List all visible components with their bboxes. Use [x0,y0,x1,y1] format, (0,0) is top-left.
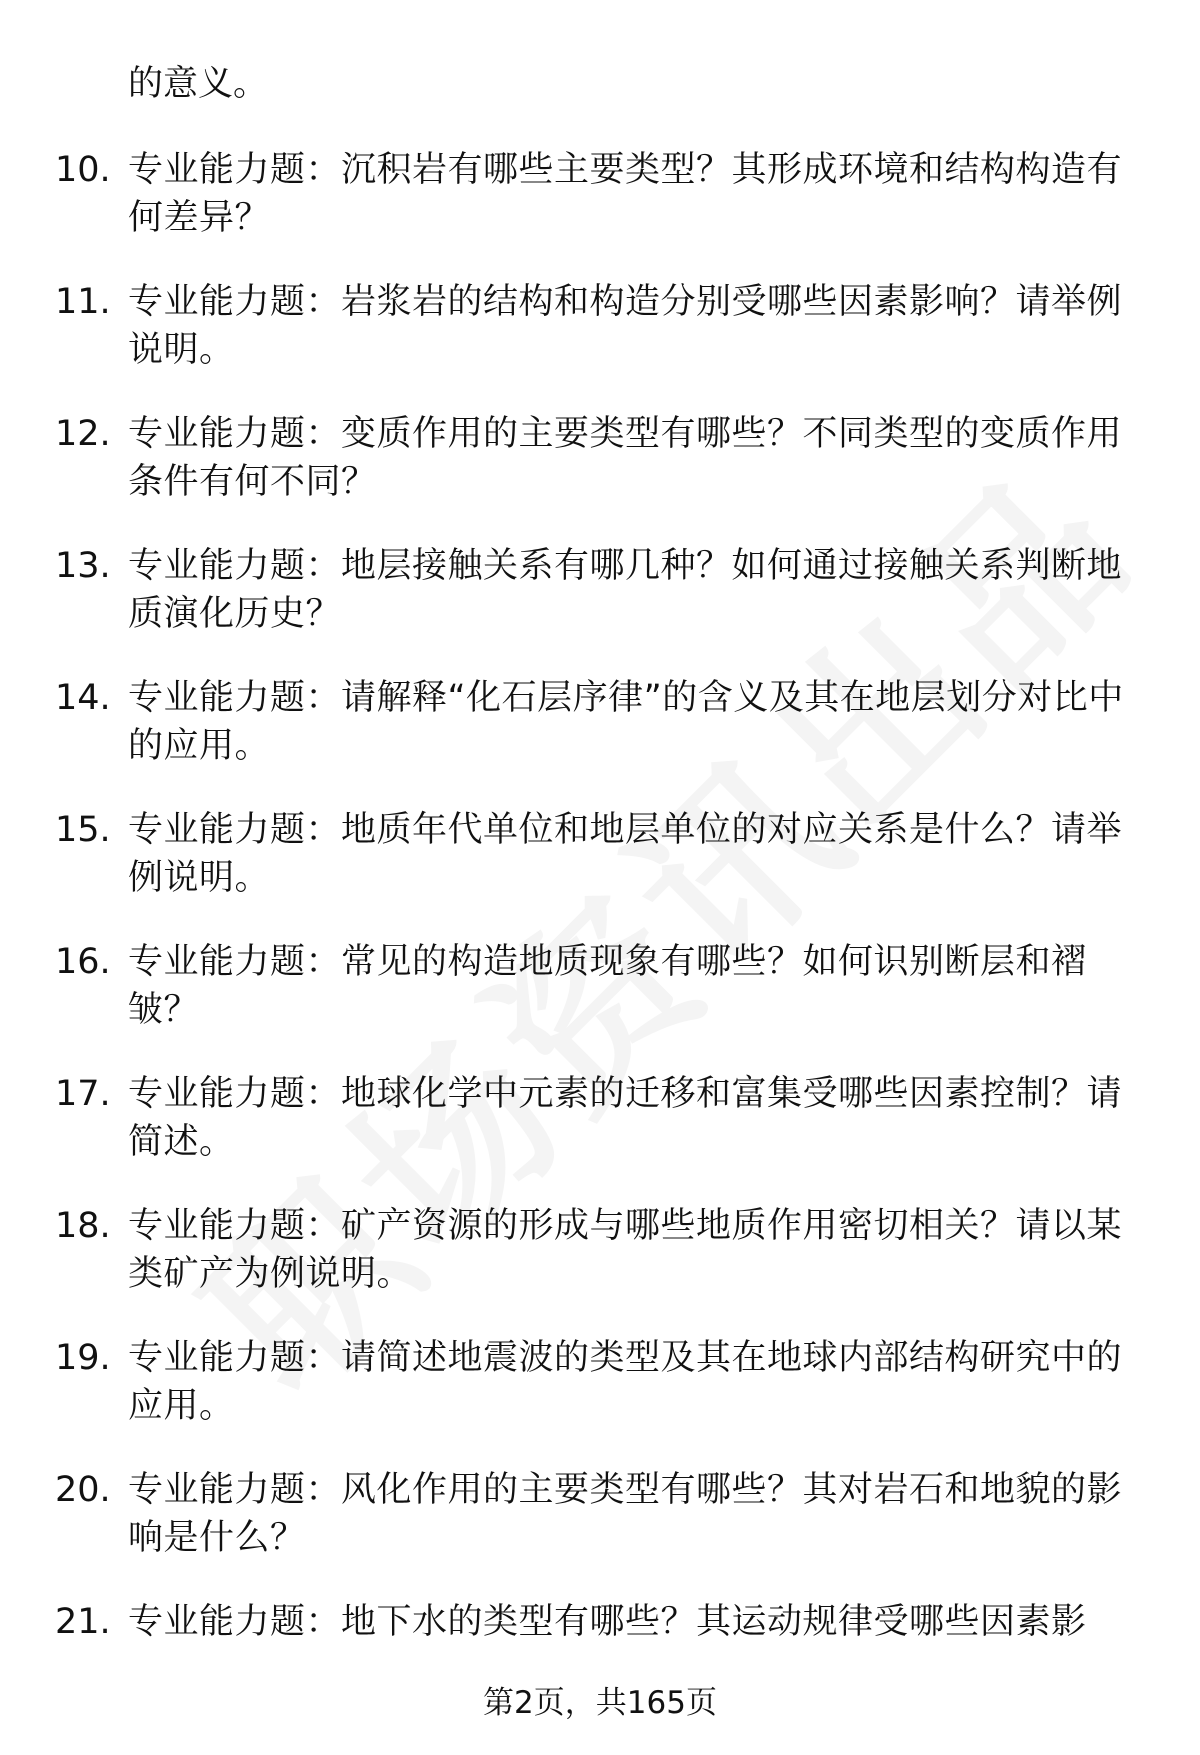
question-number: 11. [55,282,111,322]
question-number: 21. [55,1602,111,1642]
question-text: 专业能力题：常见的构造地质现象有哪些？如何识别断层和褶皱？ [128,942,1087,1030]
question-text: 专业能力题：变质作用的主要类型有哪些？不同类型的变质作用条件有何不同？ [128,414,1123,502]
question-item [0,1070,1200,1202]
question-item [0,1202,1200,1334]
question-text: 专业能力题：地下水的类型有哪些？其运动规律受哪些因素影 [128,1602,1087,1642]
question-number: 16. [55,942,111,982]
question-item [0,542,1200,674]
question-list [0,146,1200,1730]
question-item [0,1334,1200,1466]
question-text: 专业能力题：地质年代单位和地层单位的对应关系是什么？请举例说明。 [128,810,1123,898]
question-number: 13. [55,546,111,586]
question-item [0,146,1200,278]
question-text: 专业能力题：地层接触关系有哪几种？如何通过接触关系判断地质演化历史？ [128,546,1123,634]
question-item [0,278,1200,410]
question-text: 专业能力题：风化作用的主要类型有哪些？其对岩石和地貌的影响是什么？ [128,1470,1123,1558]
question-text: 专业能力题：矿产资源的形成与哪些地质作用密切相关？请以某类矿产为例说明。 [128,1206,1123,1294]
question-text: 专业能力题：请简述地震波的类型及其在地球内部结构研究中的应用。 [128,1338,1123,1426]
question-number: 20. [55,1470,111,1510]
question-text: 专业能力题：岩浆岩的结构和构造分别受哪些因素影响？请举例说明。 [128,282,1123,370]
question-text: 专业能力题：请解释“化石层序律”的含义及其在地层划分对比中的应用。 [128,678,1124,766]
question-number: 18. [55,1206,111,1246]
page-footer: 第2页，共165页 [483,1685,717,1721]
question-number: 12. [55,414,111,454]
question-number: 15. [55,810,111,850]
question-item [0,410,1200,542]
question-number: 10. [55,150,111,190]
question-item [0,938,1200,1070]
question-text: 专业能力题：地球化学中元素的迁移和富集受哪些因素控制？请简述。 [128,1074,1123,1162]
question-item [0,1466,1200,1598]
carryover-text: 的意义。 [128,64,269,104]
question-text: 专业能力题：沉积岩有哪些主要类型？其形成环境和结构构造有何差异？ [128,150,1123,238]
question-number: 17. [55,1074,111,1114]
question-number: 19. [55,1338,111,1378]
question-item [0,806,1200,938]
question-number: 14. [55,678,111,718]
question-item [0,674,1200,806]
